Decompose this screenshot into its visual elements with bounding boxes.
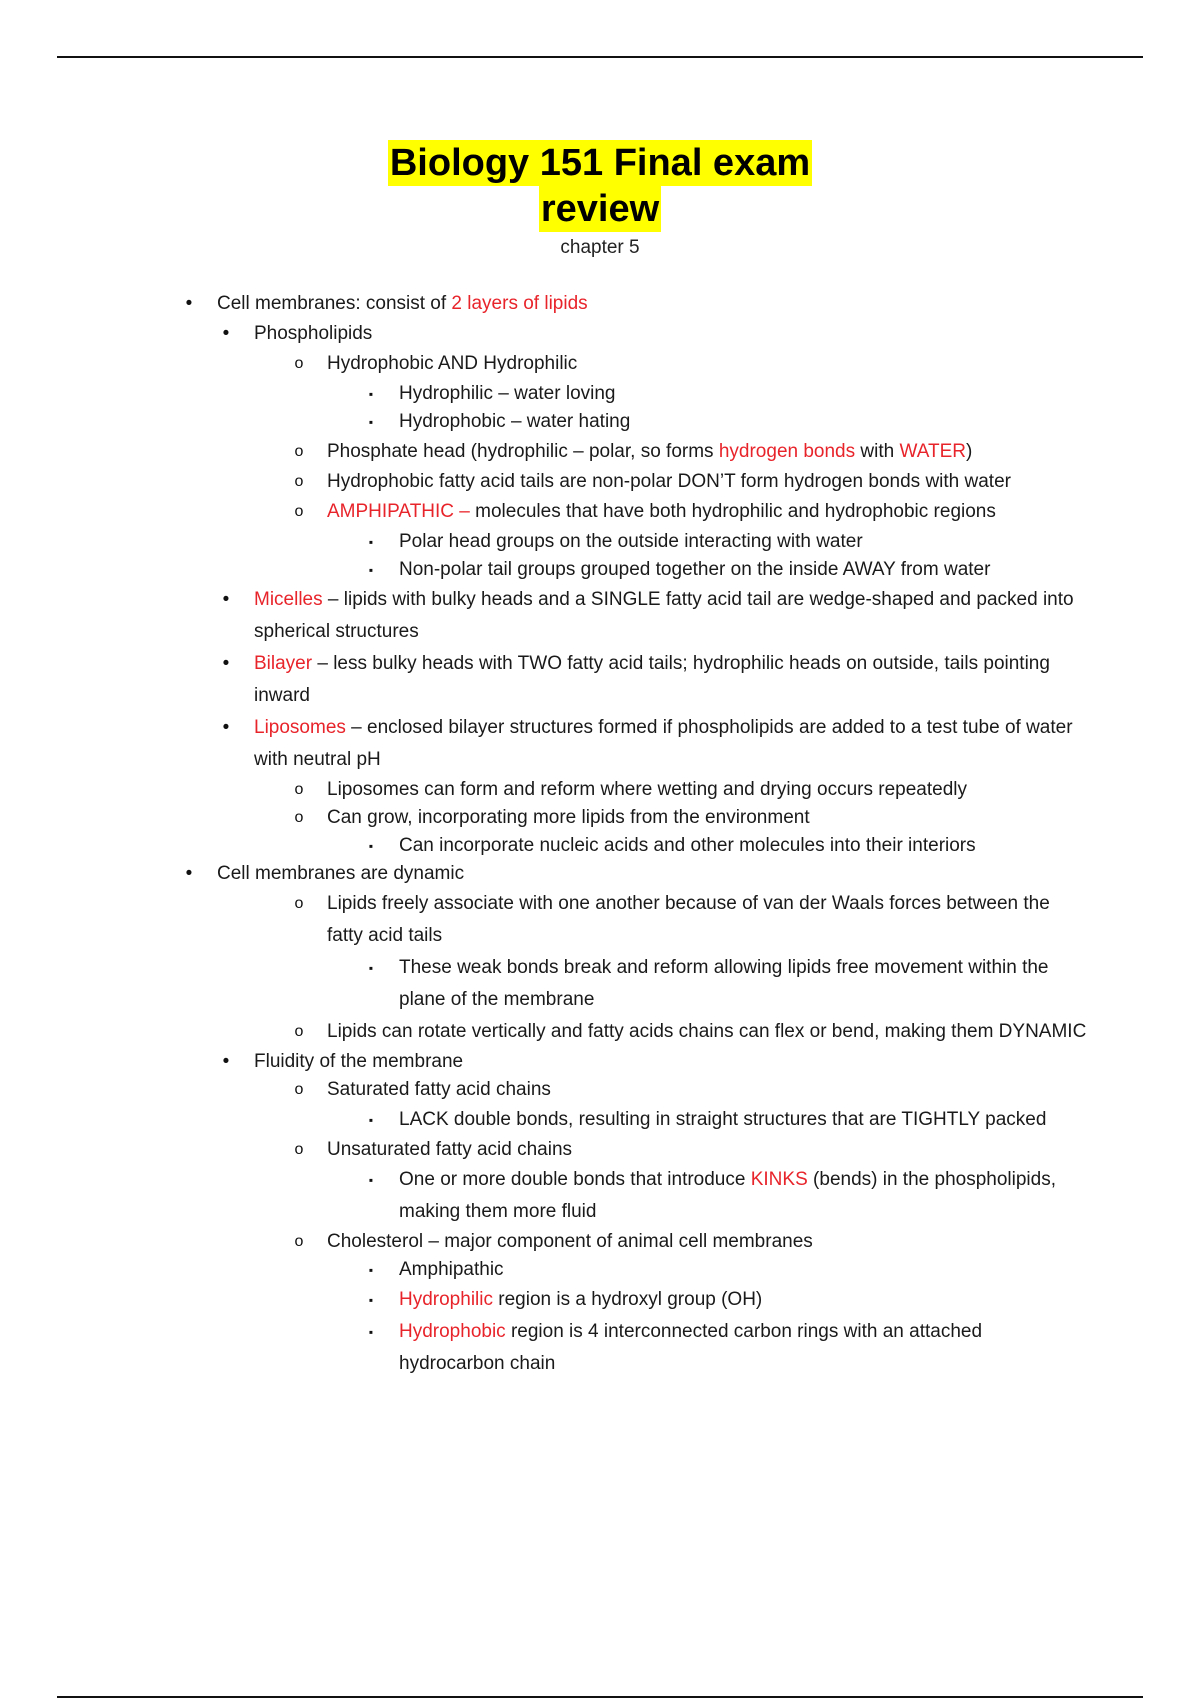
bullet-l1: • xyxy=(222,589,230,610)
highlighted-text: KINKS xyxy=(750,1169,808,1190)
list-item xyxy=(0,380,1089,408)
bullet-l3: ▪ xyxy=(368,961,374,975)
highlighted-text: Hydrophobic xyxy=(399,1321,506,1342)
text: – less bulky heads with TWO fatty acid tails; hydrophilic heads on outside, tails pointing inward xyxy=(254,653,1050,706)
bullet-l3: ▪ xyxy=(368,1113,374,1127)
text: Cell membranes: consist of xyxy=(217,293,452,314)
bullet-l2: o xyxy=(294,781,304,798)
bullet-l1: • xyxy=(222,717,230,738)
list-item xyxy=(0,1076,1087,1104)
text: Polar head groups on the outside interacting with water xyxy=(399,531,863,552)
bullet-l0: • xyxy=(185,863,193,884)
page-title-line-1: Biology 151 Final exam xyxy=(389,142,811,184)
text: (bends) in the phospholipids, making them more fluid xyxy=(399,1169,1056,1222)
list-item xyxy=(0,860,1097,888)
list-item xyxy=(0,468,1087,496)
list-item xyxy=(0,1256,1089,1284)
text: molecules that have both hydrophilic and hydrophobic regions xyxy=(475,501,996,522)
highlighted-text: Hydrophilic xyxy=(399,1289,493,1310)
list-item xyxy=(0,712,1084,776)
bullet-l2: o xyxy=(294,1081,304,1098)
text: Non-polar tail groups grouped together on the inside AWAY from water xyxy=(399,559,991,580)
bullet-l1: • xyxy=(222,323,230,344)
text: Can incorporate nucleic acids and other molecules into their interiors xyxy=(399,835,976,856)
bottom-rule xyxy=(57,1696,1143,1698)
text: Can grow, incorporating more lipids from the environment xyxy=(327,807,810,828)
page-subtitle: chapter 5 xyxy=(560,237,640,258)
list-item xyxy=(0,436,1087,468)
bullet-l3: ▪ xyxy=(368,535,374,549)
list-item xyxy=(0,832,1089,860)
list-item xyxy=(0,584,1084,648)
bullet-l3: ▪ xyxy=(368,387,374,401)
list-item xyxy=(0,888,1087,952)
bullet-l3: ▪ xyxy=(368,1293,374,1307)
text: Cholesterol – major component of animal cell membranes xyxy=(327,1231,813,1252)
top-rule xyxy=(57,56,1143,58)
bullet-l3: ▪ xyxy=(368,415,374,429)
text: Hydrophilic – water loving xyxy=(399,383,616,404)
bullet-l3: ▪ xyxy=(368,1173,374,1187)
bullet-l3: ▪ xyxy=(368,839,374,853)
text: with xyxy=(855,441,900,462)
bullet-l2: o xyxy=(294,1141,304,1158)
text: Phospholipids xyxy=(254,323,373,344)
notes-list xyxy=(0,288,1200,1380)
text: Phosphate head (hydrophilic – polar, so forms xyxy=(327,441,719,462)
bullet-l2: o xyxy=(294,895,304,912)
bullet-l2: o xyxy=(294,355,304,372)
text: ) xyxy=(965,441,973,462)
bullet-l2: o xyxy=(294,809,304,826)
highlighted-text: Bilayer xyxy=(254,653,313,674)
highlighted-text: Liposomes xyxy=(254,717,346,738)
list-item xyxy=(0,348,1087,380)
list-item xyxy=(0,528,1089,556)
text: region is 4 interconnected carbon rings with an attached hydrocarbon chain xyxy=(399,1321,983,1374)
highlighted-text: WATER xyxy=(899,441,966,462)
bullet-l3: ▪ xyxy=(368,1325,374,1339)
text: Amphipathic xyxy=(399,1259,504,1280)
bullet-l2: o xyxy=(294,443,304,460)
page-title-line-2: review xyxy=(540,188,660,230)
bullet-l1: • xyxy=(222,1051,230,1072)
text: – enclosed bilayer structures formed if phospholipids are added to a test tube of water with neutral pH xyxy=(254,717,1073,770)
list-item xyxy=(0,556,1089,584)
list-item xyxy=(0,496,1087,528)
list-item xyxy=(0,320,1084,348)
text: Hydrophobic – water hating xyxy=(399,411,631,432)
text: These weak bonds break and reform allowing lipids free movement within the plane of the membrane xyxy=(399,957,1049,1010)
text: Hydrophobic fatty acid tails are non-polar DON’T form hydrogen bonds with water xyxy=(327,471,1011,492)
bullet-l2: o xyxy=(294,473,304,490)
highlighted-text: AMPHIPATHIC – xyxy=(327,501,476,522)
list-item xyxy=(0,1016,1087,1048)
title-block xyxy=(0,140,1200,260)
list-item xyxy=(0,288,1097,320)
text: LACK double bonds, resulting in straight structures that are TIGHTLY packed xyxy=(399,1109,1047,1130)
list-item xyxy=(0,952,1089,1016)
text: Liposomes can form and reform where wetting and drying occurs repeatedly xyxy=(327,779,967,800)
text: Saturated fatty acid chains xyxy=(327,1079,551,1100)
list-item xyxy=(0,1164,1089,1228)
text: Lipids can rotate vertically and fatty acids chains can flex or bend, making them DYNAMIC xyxy=(327,1021,1087,1042)
bullet-l2: o xyxy=(294,1023,304,1040)
list-item xyxy=(0,648,1084,712)
list-item xyxy=(0,1316,1089,1380)
list-item xyxy=(0,1048,1084,1076)
text: Cell membranes are dynamic xyxy=(217,863,465,884)
bullet-l2: o xyxy=(294,1233,304,1250)
list-item xyxy=(0,804,1087,832)
bullet-l1: • xyxy=(222,653,230,674)
text: One or more double bonds that introduce xyxy=(399,1169,751,1190)
list-item xyxy=(0,408,1089,436)
highlighted-text: 2 layers of lipids xyxy=(451,293,588,314)
list-item xyxy=(0,1104,1089,1136)
text: region is a hydroxyl group (OH) xyxy=(492,1289,763,1310)
highlighted-text: hydrogen bonds xyxy=(718,441,856,462)
list-item xyxy=(0,1136,1087,1164)
bullet-l3: ▪ xyxy=(368,563,374,577)
list-item xyxy=(0,776,1087,804)
text: – lipids with bulky heads and a SINGLE fatty acid tail are wedge-shaped and packed into spherical structures xyxy=(254,589,1074,642)
text: Fluidity of the membrane xyxy=(254,1051,464,1072)
list-item xyxy=(0,1228,1087,1256)
bullet-l2: o xyxy=(294,503,304,520)
highlighted-text: Micelles xyxy=(254,589,323,610)
text: Hydrophobic AND Hydrophilic xyxy=(327,353,578,374)
text: Lipids freely associate with one another because of van der Waals forces between the fatty acid tails xyxy=(327,893,1050,946)
text: Unsaturated fatty acid chains xyxy=(327,1139,573,1160)
bullet-l3: ▪ xyxy=(368,1263,374,1277)
list-item xyxy=(0,1284,1089,1316)
bullet-l0: • xyxy=(185,293,193,314)
